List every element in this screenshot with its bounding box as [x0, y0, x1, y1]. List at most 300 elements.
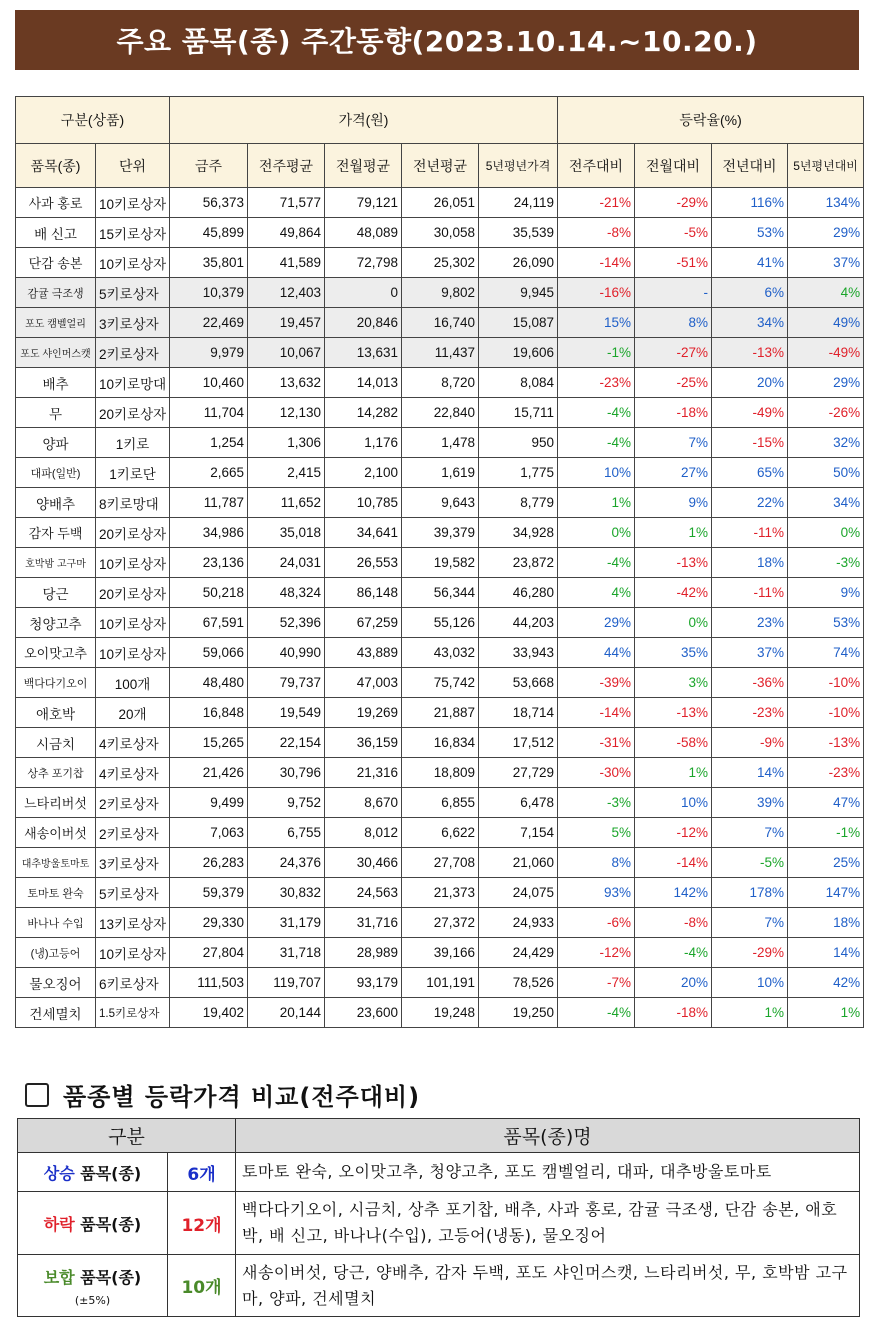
- price-cell: 0: [325, 278, 402, 308]
- rate-cell: -4%: [635, 938, 712, 968]
- price-cell: 75,742: [402, 668, 479, 698]
- price-cell: 9,802: [402, 278, 479, 308]
- rate-cell: 14%: [712, 758, 788, 788]
- price-cell: 56,344: [402, 578, 479, 608]
- item-unit: 20키로상자: [96, 398, 170, 428]
- rate-cell: -4%: [558, 398, 635, 428]
- price-cell: 19,250: [479, 998, 558, 1028]
- price-cell: 24,933: [479, 908, 558, 938]
- price-cell: 12,403: [248, 278, 325, 308]
- table-row: [16, 458, 864, 488]
- price-cell: 1,306: [248, 428, 325, 458]
- price-cell: 26,553: [325, 548, 402, 578]
- rate-cell: 42%: [788, 968, 864, 998]
- rate-cell: -3%: [788, 548, 864, 578]
- item-name: 백다다기오이: [16, 668, 96, 698]
- rate-cell: 47%: [788, 788, 864, 818]
- item-unit: 3키로상자: [96, 848, 170, 878]
- rate-cell: 65%: [712, 458, 788, 488]
- rate-cell: 44%: [558, 638, 635, 668]
- item-unit: 20키로상자: [96, 518, 170, 548]
- price-cell: 86,148: [325, 578, 402, 608]
- rate-cell: -4%: [558, 998, 635, 1028]
- price-cell: 59,379: [170, 878, 248, 908]
- price-cell: 19,549: [248, 698, 325, 728]
- price-cell: 10,067: [248, 338, 325, 368]
- rate-cell: -18%: [635, 398, 712, 428]
- price-cell: 48,324: [248, 578, 325, 608]
- price-cell: 39,166: [402, 938, 479, 968]
- price-cell: 18,809: [402, 758, 479, 788]
- price-cell: 1,775: [479, 458, 558, 488]
- rate-cell: 34%: [712, 308, 788, 338]
- fall-label: 하락 품목(종): [18, 1192, 168, 1255]
- item-name: 건세멸치: [16, 998, 96, 1028]
- price-cell: 26,090: [479, 248, 558, 278]
- rate-cell: 1%: [788, 998, 864, 1028]
- price-cell: 7,154: [479, 818, 558, 848]
- item-name: 오이맛고추: [16, 638, 96, 668]
- price-cell: 6,622: [402, 818, 479, 848]
- rate-cell: 1%: [635, 758, 712, 788]
- price-cell: 21,373: [402, 878, 479, 908]
- column-header: 품목(종): [16, 144, 96, 188]
- price-cell: 67,259: [325, 608, 402, 638]
- item-name: 감귤 극조생: [16, 278, 96, 308]
- price-cell: 13,631: [325, 338, 402, 368]
- rate-cell: -39%: [558, 668, 635, 698]
- rate-cell: -8%: [558, 218, 635, 248]
- item-name: 무: [16, 398, 96, 428]
- price-cell: 17,512: [479, 728, 558, 758]
- rate-cell: 4%: [558, 578, 635, 608]
- price-cell: 46,280: [479, 578, 558, 608]
- price-cell: 21,426: [170, 758, 248, 788]
- column-header: 전월대비: [635, 144, 712, 188]
- rate-cell: 3%: [635, 668, 712, 698]
- rate-cell: 147%: [788, 878, 864, 908]
- table-row: [16, 668, 864, 698]
- price-cell: 22,154: [248, 728, 325, 758]
- rate-cell: 22%: [712, 488, 788, 518]
- price-cell: 20,846: [325, 308, 402, 338]
- table-row: [16, 608, 864, 638]
- price-cell: 19,582: [402, 548, 479, 578]
- price-cell: 23,136: [170, 548, 248, 578]
- item-name: 단감 송본: [16, 248, 96, 278]
- rate-cell: -49%: [712, 398, 788, 428]
- price-cell: 1,176: [325, 428, 402, 458]
- price-cell: 25,302: [402, 248, 479, 278]
- rate-cell: -27%: [635, 338, 712, 368]
- rate-cell: -5%: [712, 848, 788, 878]
- item-name: 양배추: [16, 488, 96, 518]
- price-cell: 19,269: [325, 698, 402, 728]
- rate-cell: -4%: [558, 548, 635, 578]
- price-cell: 78,526: [479, 968, 558, 998]
- table-row: [16, 428, 864, 458]
- flat-note: (±5%): [74, 1293, 111, 1307]
- price-cell: 48,089: [325, 218, 402, 248]
- rate-cell: -13%: [635, 548, 712, 578]
- rate-cell: 18%: [788, 908, 864, 938]
- price-cell: 43,032: [402, 638, 479, 668]
- price-cell: 55,126: [402, 608, 479, 638]
- rate-cell: -12%: [635, 818, 712, 848]
- column-header: 전년대비: [712, 144, 788, 188]
- table-row: [16, 908, 864, 938]
- rate-cell: 8%: [635, 308, 712, 338]
- price-cell: 119,707: [248, 968, 325, 998]
- item-unit: 10키로상자: [96, 188, 170, 218]
- price-cell: 21,316: [325, 758, 402, 788]
- rate-cell: 18%: [712, 548, 788, 578]
- rate-cell: -25%: [635, 368, 712, 398]
- price-cell: 9,979: [170, 338, 248, 368]
- rise-count: 6개: [168, 1153, 236, 1192]
- rate-cell: 1%: [712, 998, 788, 1028]
- item-unit: 10키로상자: [96, 548, 170, 578]
- price-cell: 1,478: [402, 428, 479, 458]
- price-cell: 49,864: [248, 218, 325, 248]
- table-row: [16, 728, 864, 758]
- rate-cell: 15%: [558, 308, 635, 338]
- item-unit: 1키로: [96, 428, 170, 458]
- price-cell: 19,248: [402, 998, 479, 1028]
- rise-items: 토마토 완숙, 오이맛고추, 청양고추, 포도 캠벨얼리, 대파, 대추방울토마토: [236, 1153, 860, 1192]
- price-cell: 30,058: [402, 218, 479, 248]
- price-cell: 48,480: [170, 668, 248, 698]
- price-cell: 31,716: [325, 908, 402, 938]
- price-cell: 20,144: [248, 998, 325, 1028]
- table-row: [16, 788, 864, 818]
- price-cell: 9,752: [248, 788, 325, 818]
- rate-cell: 116%: [712, 188, 788, 218]
- price-cell: 19,457: [248, 308, 325, 338]
- item-unit: 10키로상자: [96, 248, 170, 278]
- item-name: 청양고추: [16, 608, 96, 638]
- rate-cell: 37%: [712, 638, 788, 668]
- item-name: 당근: [16, 578, 96, 608]
- item-name: 대추방울토마토: [16, 848, 96, 878]
- table-row: [16, 488, 864, 518]
- item-name: (냉)고등어: [16, 938, 96, 968]
- rate-cell: 32%: [788, 428, 864, 458]
- item-name: 대파(일반): [16, 458, 96, 488]
- price-cell: 71,577: [248, 188, 325, 218]
- price-cell: 79,121: [325, 188, 402, 218]
- column-header: 5년평년가격: [479, 144, 558, 188]
- price-cell: 9,643: [402, 488, 479, 518]
- price-cell: 36,159: [325, 728, 402, 758]
- rate-cell: -51%: [635, 248, 712, 278]
- flat-count: 10개: [168, 1255, 236, 1317]
- price-cell: 44,203: [479, 608, 558, 638]
- price-cell: 26,051: [402, 188, 479, 218]
- price-cell: 8,084: [479, 368, 558, 398]
- rate-cell: 49%: [788, 308, 864, 338]
- price-cell: 23,600: [325, 998, 402, 1028]
- table-row: [16, 998, 864, 1028]
- group-header-rate: 등락율(%): [558, 97, 864, 144]
- summary-table: [17, 1118, 860, 1317]
- rate-cell: 35%: [635, 638, 712, 668]
- rate-cell: 178%: [712, 878, 788, 908]
- price-cell: 21,887: [402, 698, 479, 728]
- rate-cell: 142%: [635, 878, 712, 908]
- price-cell: 24,075: [479, 878, 558, 908]
- rate-cell: -3%: [558, 788, 635, 818]
- rate-cell: 8%: [558, 848, 635, 878]
- rate-cell: 6%: [712, 278, 788, 308]
- rate-cell: -1%: [788, 818, 864, 848]
- item-unit: 20키로상자: [96, 578, 170, 608]
- rate-cell: 29%: [558, 608, 635, 638]
- price-cell: 8,670: [325, 788, 402, 818]
- item-name: 감자 두백: [16, 518, 96, 548]
- table-row: [16, 338, 864, 368]
- rate-cell: -11%: [712, 518, 788, 548]
- item-unit: 20개: [96, 698, 170, 728]
- rate-cell: 0%: [635, 608, 712, 638]
- column-header: 단위: [96, 144, 170, 188]
- price-cell: 6,478: [479, 788, 558, 818]
- price-cell: 24,563: [325, 878, 402, 908]
- item-unit: 5키로상자: [96, 278, 170, 308]
- price-cell: 22,469: [170, 308, 248, 338]
- item-unit: 10키로망대: [96, 368, 170, 398]
- rate-cell: -21%: [558, 188, 635, 218]
- price-cell: 2,100: [325, 458, 402, 488]
- rate-cell: 7%: [712, 818, 788, 848]
- group-header-price: 가격(원): [170, 97, 558, 144]
- price-cell: 30,466: [325, 848, 402, 878]
- price-cell: 12,130: [248, 398, 325, 428]
- price-cell: 22,840: [402, 398, 479, 428]
- rate-cell: -8%: [635, 908, 712, 938]
- rate-cell: 53%: [712, 218, 788, 248]
- price-cell: 16,848: [170, 698, 248, 728]
- table-row: [16, 308, 864, 338]
- price-cell: 8,779: [479, 488, 558, 518]
- rate-cell: -23%: [558, 368, 635, 398]
- rate-cell: -: [635, 278, 712, 308]
- price-cell: 29,330: [170, 908, 248, 938]
- item-unit: 4키로상자: [96, 758, 170, 788]
- price-cell: 34,928: [479, 518, 558, 548]
- item-name: 토마토 완숙: [16, 878, 96, 908]
- price-cell: 35,801: [170, 248, 248, 278]
- checkbox-icon: [25, 1083, 49, 1107]
- price-cell: 33,943: [479, 638, 558, 668]
- column-header: 금주: [170, 144, 248, 188]
- price-cell: 24,376: [248, 848, 325, 878]
- table-row: [16, 638, 864, 668]
- rate-cell: 29%: [788, 218, 864, 248]
- item-unit: 10키로상자: [96, 608, 170, 638]
- price-cell: 15,087: [479, 308, 558, 338]
- rate-cell: -31%: [558, 728, 635, 758]
- table-row: [16, 548, 864, 578]
- price-cell: 27,729: [479, 758, 558, 788]
- table-row: [16, 248, 864, 278]
- price-cell: 21,060: [479, 848, 558, 878]
- item-name: 새송이버섯: [16, 818, 96, 848]
- price-cell: 93,179: [325, 968, 402, 998]
- item-unit: 4키로상자: [96, 728, 170, 758]
- item-unit: 1키로단: [96, 458, 170, 488]
- item-unit: 2키로상자: [96, 788, 170, 818]
- fall-count: 12개: [168, 1192, 236, 1255]
- price-cell: 26,283: [170, 848, 248, 878]
- table-row: [16, 188, 864, 218]
- price-cell: 1,254: [170, 428, 248, 458]
- rate-cell: 10%: [558, 458, 635, 488]
- rate-cell: -14%: [558, 698, 635, 728]
- price-cell: 27,372: [402, 908, 479, 938]
- column-header: 전주대비: [558, 144, 635, 188]
- price-cell: 52,396: [248, 608, 325, 638]
- item-name: 느타리버섯: [16, 788, 96, 818]
- flat-label: 보합 품목(종) (±5%): [18, 1255, 168, 1317]
- item-name: 시금치: [16, 728, 96, 758]
- rate-cell: 9%: [788, 578, 864, 608]
- table-row: [16, 818, 864, 848]
- item-name: 사과 홍로: [16, 188, 96, 218]
- price-cell: 53,668: [479, 668, 558, 698]
- rate-cell: 0%: [558, 518, 635, 548]
- rate-cell: -36%: [712, 668, 788, 698]
- item-unit: 10키로상자: [96, 638, 170, 668]
- column-header: 전월평균: [325, 144, 402, 188]
- item-unit: 13키로상자: [96, 908, 170, 938]
- price-cell: 34,986: [170, 518, 248, 548]
- rate-cell: 37%: [788, 248, 864, 278]
- item-unit: 15키로상자: [96, 218, 170, 248]
- column-header: 전주평균: [248, 144, 325, 188]
- rate-cell: -13%: [635, 698, 712, 728]
- rate-cell: 1%: [558, 488, 635, 518]
- rate-cell: 34%: [788, 488, 864, 518]
- rate-cell: 39%: [712, 788, 788, 818]
- price-cell: 19,402: [170, 998, 248, 1028]
- price-cell: 14,282: [325, 398, 402, 428]
- item-name: 상추 포기찹: [16, 758, 96, 788]
- item-unit: 2키로상자: [96, 338, 170, 368]
- rate-cell: -14%: [635, 848, 712, 878]
- price-cell: 72,798: [325, 248, 402, 278]
- table-row: [16, 578, 864, 608]
- price-table: [15, 96, 864, 1028]
- price-cell: 31,718: [248, 938, 325, 968]
- price-cell: 24,119: [479, 188, 558, 218]
- price-cell: 30,796: [248, 758, 325, 788]
- price-cell: 34,641: [325, 518, 402, 548]
- price-cell: 111,503: [170, 968, 248, 998]
- rate-cell: -23%: [788, 758, 864, 788]
- item-unit: 1.5키로상자: [96, 998, 170, 1028]
- item-name: 호박밤 고구마: [16, 548, 96, 578]
- item-unit: 3키로상자: [96, 308, 170, 338]
- price-cell: 41,589: [248, 248, 325, 278]
- price-cell: 2,665: [170, 458, 248, 488]
- table-row: [16, 518, 864, 548]
- rate-cell: -18%: [635, 998, 712, 1028]
- price-cell: 23,872: [479, 548, 558, 578]
- fall-items: 백다다기오이, 시금치, 상추 포기찹, 배추, 사과 홍로, 감귤 극조생, 단감 송본, 애호박, 배 신고, 바나나(수입), 고등어(냉동), 물오징어: [236, 1192, 860, 1255]
- rate-cell: -30%: [558, 758, 635, 788]
- rate-cell: -5%: [635, 218, 712, 248]
- rate-cell: 10%: [712, 968, 788, 998]
- rate-cell: 134%: [788, 188, 864, 218]
- summary-heading: [25, 1077, 420, 1112]
- item-name: 물오징어: [16, 968, 96, 998]
- price-cell: 11,704: [170, 398, 248, 428]
- price-cell: 67,591: [170, 608, 248, 638]
- price-cell: 35,018: [248, 518, 325, 548]
- price-cell: 43,889: [325, 638, 402, 668]
- price-cell: 30,832: [248, 878, 325, 908]
- item-unit: 5키로상자: [96, 878, 170, 908]
- rate-cell: -58%: [635, 728, 712, 758]
- rate-cell: -29%: [712, 938, 788, 968]
- price-cell: 27,708: [402, 848, 479, 878]
- rate-cell: -13%: [712, 338, 788, 368]
- rate-cell: -29%: [635, 188, 712, 218]
- rate-cell: -26%: [788, 398, 864, 428]
- rate-cell: -4%: [558, 428, 635, 458]
- price-cell: 6,755: [248, 818, 325, 848]
- item-name: 배추: [16, 368, 96, 398]
- rate-cell: -1%: [558, 338, 635, 368]
- summary-col-category: 구분: [18, 1119, 236, 1153]
- price-cell: 6,855: [402, 788, 479, 818]
- price-cell: 31,179: [248, 908, 325, 938]
- price-cell: 19,606: [479, 338, 558, 368]
- table-row: [16, 398, 864, 428]
- rate-cell: -23%: [712, 698, 788, 728]
- price-cell: 50,218: [170, 578, 248, 608]
- rate-cell: 74%: [788, 638, 864, 668]
- price-cell: 18,714: [479, 698, 558, 728]
- rate-cell: 4%: [788, 278, 864, 308]
- rate-cell: -42%: [635, 578, 712, 608]
- rate-cell: 93%: [558, 878, 635, 908]
- price-cell: 14,013: [325, 368, 402, 398]
- group-header-category: 구분(상품): [16, 97, 170, 144]
- rate-cell: 20%: [635, 968, 712, 998]
- price-cell: 1,619: [402, 458, 479, 488]
- price-cell: 47,003: [325, 668, 402, 698]
- price-cell: 40,990: [248, 638, 325, 668]
- item-name: 양파: [16, 428, 96, 458]
- price-cell: 15,711: [479, 398, 558, 428]
- rate-cell: -15%: [712, 428, 788, 458]
- table-row: [16, 368, 864, 398]
- price-cell: 16,740: [402, 308, 479, 338]
- rate-cell: -14%: [558, 248, 635, 278]
- item-unit: 2키로상자: [96, 818, 170, 848]
- price-cell: 9,499: [170, 788, 248, 818]
- rate-cell: 20%: [712, 368, 788, 398]
- price-cell: 9,945: [479, 278, 558, 308]
- item-name: 포도 샤인머스캣: [16, 338, 96, 368]
- price-cell: 39,379: [402, 518, 479, 548]
- rate-cell: -9%: [712, 728, 788, 758]
- price-cell: 59,066: [170, 638, 248, 668]
- item-unit: 8키로망대: [96, 488, 170, 518]
- table-row: [16, 848, 864, 878]
